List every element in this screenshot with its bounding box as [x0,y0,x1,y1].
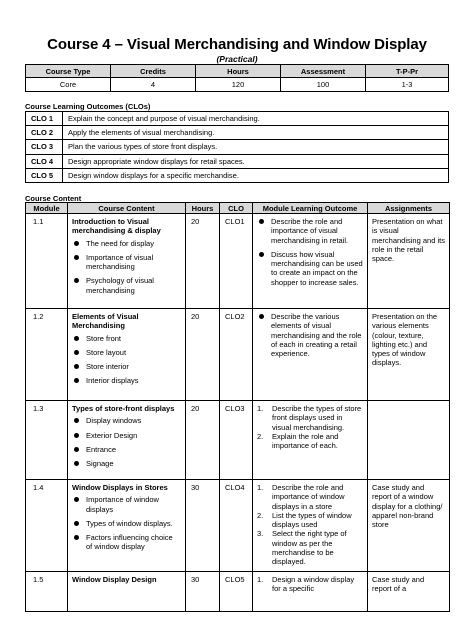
module-content-cell [68,214,186,309]
content-list [72,239,181,295]
summary-header: Credits [111,65,196,78]
module-hours: 20 [186,214,220,309]
module-hours: 20 [186,401,220,480]
outcome-number: 2. [257,431,264,441]
module-assignment: Case study and report of a [368,572,450,612]
module-assignment: Presentation on the various elements (colour, texture, lighting etc.) and types of window displays. [368,309,450,401]
module-title: Window Displays in Stores [72,483,168,492]
outcome-number: 1. [257,483,264,492]
module-content-cell [68,480,186,572]
outcome-text: Select the right type of window as per the merchandise to be displayed. [272,529,347,567]
module-content-cell [68,309,186,401]
outcome-item: Discuss how visual merchandising can be used to create an impact on the shopper to increase sales. [257,250,363,287]
summary-cell: 1-3 [366,78,449,92]
module-title: Elements of Visual Merchandising [72,312,139,331]
outcome-item [257,575,363,594]
clo-row [26,154,449,168]
outcome-item [257,529,363,566]
module-row [26,572,450,612]
module-clo: CLO5 [220,572,253,612]
content-item: The need for display [72,239,181,248]
summary-header: Course Type [26,65,111,78]
content-item: Factors influencing choice of window display [72,533,181,552]
content-header: Hours [186,203,220,214]
module-clo: CLO1 [220,214,253,309]
module-title: Types of store-front displays [72,404,175,413]
module-number: 1.2 [26,309,68,401]
clo-code: CLO 1 [26,112,63,126]
outcome-number: 2. [257,510,264,520]
outcome-list [257,217,363,287]
module-number: 1.3 [26,401,68,480]
module-row [26,214,450,309]
module-number: 1.4 [26,480,68,572]
summary-cell: 4 [111,78,196,92]
outcome-number: 1. [257,575,264,584]
content-list [72,334,181,386]
content-list [72,495,181,551]
outcome-text: Describe the types of store front displays used in visual merchandising. [272,404,362,432]
summary-cell: 100 [281,78,366,92]
module-assignment [368,401,450,480]
clo-text: Explain the concept and purpose of visual merchandising. [63,112,449,126]
content-item: Importance of visual merchandising [72,253,181,272]
content-header: Module Learning Outcome [253,203,368,214]
content-item: Types of window displays. [72,519,181,528]
content-item: Display windows [72,416,181,425]
module-content-cell [68,401,186,480]
clo-code: CLO 5 [26,168,63,182]
outcome-list [257,575,363,594]
outcome-list [257,483,363,567]
module-outcome-cell [253,214,368,309]
module-row [26,309,450,401]
content-header: Module [26,203,68,214]
course-content-table [25,202,450,612]
module-assignment: Case study and report of a window display for a clothing/ apparel non-brand store [368,480,450,572]
content-item: Importance of window displays [72,495,181,514]
summary-header: Assessment [281,65,366,78]
clo-row [26,126,449,140]
summary-cell: 120 [196,78,281,92]
module-outcome-cell [253,480,368,572]
clo-text: Design appropriate window displays for retail spaces. [63,154,449,168]
clo-code: CLO 3 [26,140,63,154]
outcome-item: Describe the various elements of visual merchandising and the role of each in creating a retail experience. [257,312,363,358]
outcome-number: 3. [257,529,264,539]
clo-text: Design window displays for a specific merchandise. [63,168,449,182]
outcome-item [257,511,363,530]
module-clo: CLO2 [220,309,253,401]
outcome-list [257,404,363,450]
content-item: Store layout [72,348,181,357]
content-item: Signage [72,459,181,468]
content-heading: Course Content [25,194,82,203]
module-content-cell [68,572,186,612]
module-outcome-cell [253,309,368,401]
clo-text: Apply the elements of visual merchandising. [63,126,449,140]
clo-row [26,168,449,182]
module-outcome-cell [253,572,368,612]
outcome-item: Describe the role and importance of visual merchandising in retail. [257,217,363,245]
course-summary-table [25,64,449,92]
module-title: Introduction to Visual merchandising & display [72,217,161,236]
content-item: Store front [72,334,181,343]
page-subtitle: (Practical) [216,54,258,64]
module-number: 1.5 [26,572,68,612]
clo-table [25,111,449,183]
content-item: Entrance [72,445,181,454]
module-assignment: Presentation on what is visual merchandising and its role in the retail space. [368,214,450,309]
outcome-item [257,483,363,511]
content-item: Psychology of visual merchandising [72,276,181,295]
module-number: 1.1 [26,214,68,309]
content-header: Course Content [68,203,186,214]
clo-row [26,140,449,154]
clo-heading: Course Learning Outcomes (CLOs) [25,102,151,111]
module-clo: CLO3 [220,401,253,480]
content-list [72,416,181,468]
clo-code: CLO 2 [26,126,63,140]
clo-code: CLO 4 [26,154,63,168]
module-title: Window Display Design [72,575,157,584]
content-item: Interior displays [72,376,181,385]
module-outcome-cell [253,401,368,480]
outcome-text: List the types of window displays used [272,510,352,530]
page-title: Course 4 – Visual Merchandising and Window Display [47,36,427,53]
outcome-item [257,432,363,451]
outcome-list [257,312,363,358]
module-clo: CLO4 [220,480,253,572]
outcome-number: 1. [257,404,264,413]
summary-header: T-P-Pr [366,65,449,78]
content-item: Exterior Design [72,431,181,440]
content-header: CLO [220,203,253,214]
outcome-text: Describe the role and importance of window displays in a store [272,483,345,511]
clo-row [26,112,449,126]
module-row [26,480,450,572]
content-header: Assignments [368,203,450,214]
clo-text: Plan the various types of store front displays. [63,140,449,154]
outcome-text: Explain the role and importance of each. [272,431,339,451]
summary-header: Hours [196,65,281,78]
summary-cell: Core [26,78,111,92]
module-hours: 30 [186,572,220,612]
module-hours: 30 [186,480,220,572]
outcome-item [257,404,363,432]
content-item: Store interior [72,362,181,371]
module-row [26,401,450,480]
module-hours: 20 [186,309,220,401]
outcome-text: Design a window display for a specific [272,575,355,594]
